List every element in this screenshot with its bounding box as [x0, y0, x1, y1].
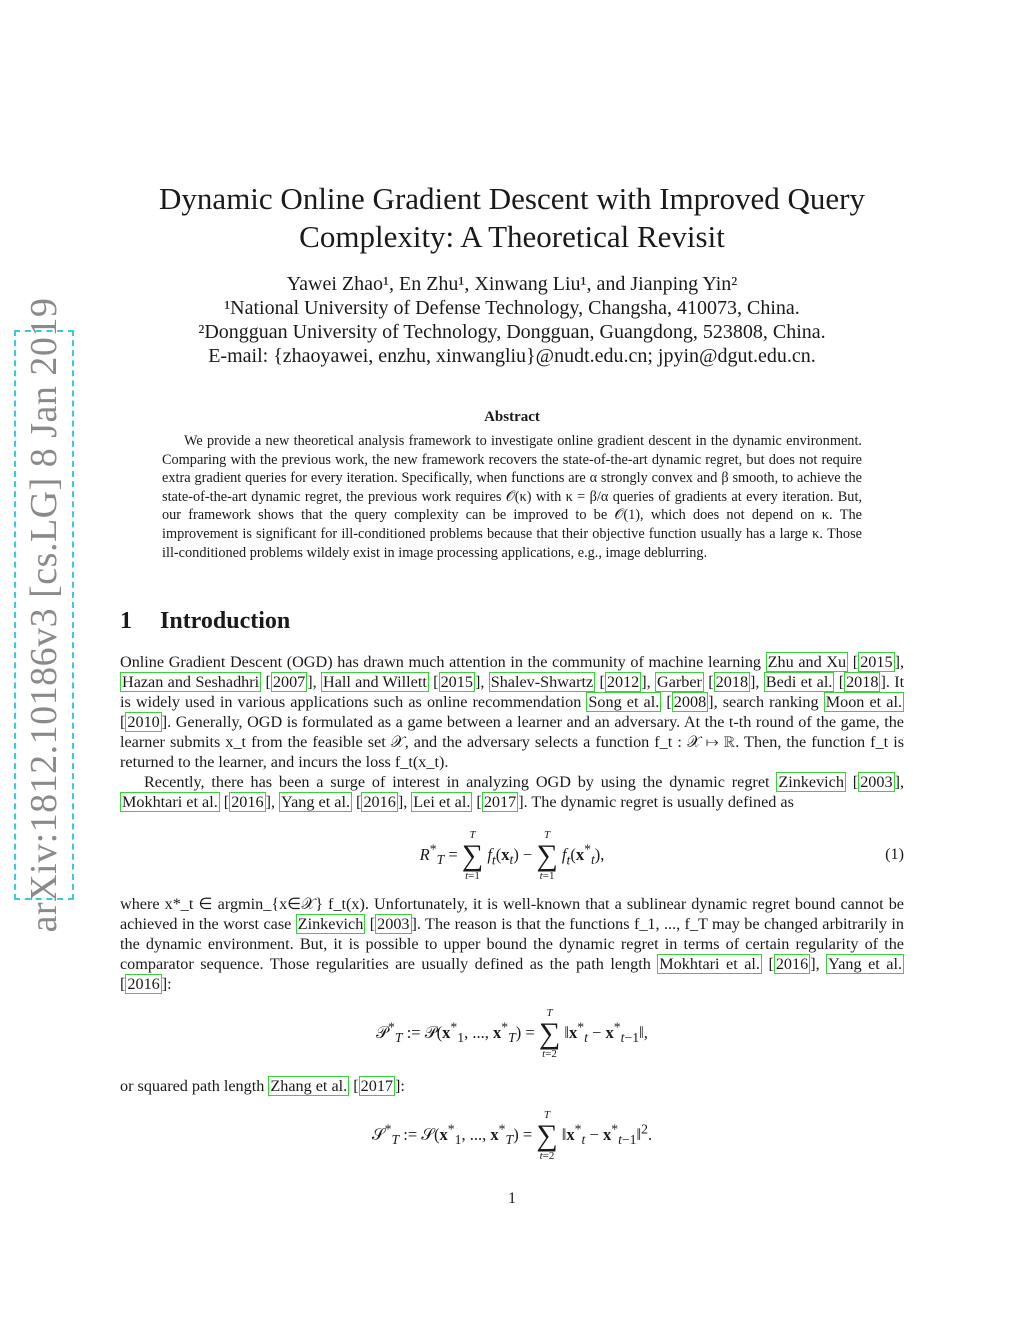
- affiliation-2: ²Dongguan University of Technology, Dongguan, Guangdong, 523808, China.: [198, 321, 826, 343]
- email: E-mail: {zhaoyawei, enzhu, xinwangliu}@nudt.edu.cn; jpyin@dgut.edu.cn.: [208, 345, 816, 367]
- cite-song-year[interactable]: 2008: [673, 693, 707, 711]
- page-number: 1: [508, 1190, 516, 1207]
- intro-p1-c: , search ranking: [713, 693, 824, 711]
- cite-garber-year[interactable]: 2018: [715, 673, 749, 691]
- title-line-2: Complexity: A Theoretical Revisit: [299, 219, 725, 254]
- intro-paragraph-1: Online Gradient Descent (OGD) has drawn much attention in the community of machine learning Zhu and Xu [ 2015 ], Hazan and Seshadhri [ 2007 ], Hall and Willett [ 2015 ], Shalev-Shwartz [ 2012 ], Garber [ 2018 ], Bedi et al. [ 2018 ]. It is widely used in various applications such as online recommendation Song et al. [ 2008 ], search ranking Moon et al. [ 2010 ]. Generally, OGD is formulated as a game between a learner and an adversary. At the t-th round of the game, the learner submits x_t from the feasible set 𝒳, and the adversary selects a function f_t : 𝒳 ↦ ℝ. Then, the function f_t is returned to the learner, and incurs the loss f_t(x_t). Recently, there has been a surge of interest in analyzing OGD by using the dynamic regret Zinkevich [ 2003 ], Mokhtari et al. [ 2016 ], Yang et al. [ 2016 ], Lei et al. [ 2017 ]. The dynamic regret is usually defined as: [120, 653, 905, 811]
- cite-lei-year[interactable]: 2017: [483, 793, 517, 811]
- intro-p1-a: Online Gradient Descent (OGD) has drawn much attention in the community of machine learning: [120, 653, 766, 671]
- cite-mokhtari[interactable]: Mokhtari et al.: [122, 793, 218, 811]
- cite-yang-2[interactable]: Yang et al.: [828, 955, 902, 973]
- abstract: [162, 432, 862, 562]
- abstract-text: We provide a new theoretical analysis framework to investigate online gradient descent in the dynamic environment. Comparing with the previous work, the new framework recovers the state-of-the-art dynamic regret, but does not require extra gradient queries for every iteration. Specifically, when functions are α strongly convex and β smooth, to achieve the state-of-the-art dynamic regret, the previous work requires 𝒪(κ) with κ = β/α queries of gradients at every iteration. But, our framework shows that the query complexity can be improved to be 𝒪(1), which does not depend on κ. The improvement is significant for ill-conditioned problems because that their objective function usually has a large κ. Those ill-conditioned problems wildely exist in image processing applications, e.g., image deblurring.: [162, 433, 862, 561]
- intro-p1-b: . It is widely used in various applications such as online recommendation: [120, 673, 905, 711]
- cite-hall[interactable]: Hall and Willett: [323, 673, 427, 691]
- equation-path-length: 𝒫*$_T$ := $𝒫(x^*_1$, ..., $x^*_T$) = T ∑ t=2 $‖x^*_t$ − $x^*_{t-1}‖$,: [376, 1007, 648, 1060]
- cite-hazan[interactable]: Hazan and Seshadhri: [122, 673, 260, 691]
- title-line-1: Dynamic Online Gradient Descent with Improved Query: [159, 181, 865, 216]
- cite-mokhtari-year[interactable]: 2016: [231, 793, 264, 811]
- cite-yang-2-year[interactable]: 2016: [127, 975, 160, 993]
- cite-bedi[interactable]: Bedi et al.: [765, 673, 833, 691]
- intro-p3-a: where x*_t ∈ argmin_{x∈𝒳} f_t(x). Unfortunately, it is well-known that a sublinear dynamic regret bound cannot be achieved in the worst case: [120, 895, 904, 933]
- intro-paragraph-4: or squared path length Zhang et al. [ 2017 ]:: [120, 1077, 405, 1095]
- cite-zinkevich-2-year[interactable]: 2003: [377, 915, 410, 933]
- intro-paragraph-3: where x*_t ∈ argmin_{x∈𝒳} f_t(x). Unfortunately, it is well-known that a sublinear dynamic regret bound cannot be achieved in the worst case Zinkevich [ 2003 ]. The reason is that the functions f_1, ..., f_T may be changed arbitrarily in the dynamic environment. But, it is possible to upper bound the dynamic regret in terms of certain regularity of the comparator sequence. Those regularities are usually defined as the path length Mokhtari et al. [ 2016 ], Yang et al. [ 2016 ]:: [120, 895, 905, 993]
- paper-title: [120, 180, 904, 256]
- section-heading: [120, 608, 290, 635]
- cite-hall-year[interactable]: 2015: [440, 673, 473, 691]
- arxiv-stamp-text: arXiv:1812.10186v3 [cs.LG] 8 Jan 2019: [23, 297, 65, 933]
- affiliation-1: ¹National University of Defense Technology, Changsha, 410073, China.: [224, 297, 800, 319]
- cite-hazan-year[interactable]: 2007: [272, 673, 306, 691]
- intro-p4-b: :: [400, 1077, 405, 1095]
- section-number: 1: [120, 608, 132, 634]
- cite-shalev-year[interactable]: 2012: [606, 673, 640, 691]
- cite-yang-year[interactable]: 2016: [363, 793, 396, 811]
- arxiv-stamp[interactable]: [14, 297, 74, 933]
- cite-yang[interactable]: Yang et al.: [281, 793, 350, 811]
- cite-moon-year[interactable]: 2010: [127, 713, 160, 731]
- intro-p3-b: . The reason is that the functions f_1, ..., f_T may be changed arbitrarily in the dynamic environment. But, it is possible to upper bound the dynamic regret in terms of certain regularity of the comparator sequence. Those regularities are usually defined as the path length: [120, 915, 905, 973]
- cite-mokhtari-2-year[interactable]: 2016: [775, 955, 809, 973]
- cite-zinkevich[interactable]: Zinkevich: [778, 773, 844, 791]
- intro-p4-a: or squared path length: [120, 1077, 269, 1095]
- author-block: [120, 272, 904, 368]
- equation-squared-path-length: 𝒮*$_T$ := $𝒮(x^*_1$, ..., $x^*_T$) = T ∑ t=2 $‖x^*_t$ − $x^*_{t-1}‖^2$.: [371, 1109, 653, 1162]
- intro-p1-d: . Generally, OGD is formulated as a game between a learner and an adversary. At the t-th round of the game, the learner submits x_t from the feasible set 𝒳, and the adversary selects a function f_t : 𝒳 ↦ ℝ. Then, the function f_t is returned to the learner, and incurs the loss f_t(x_t).: [120, 713, 904, 771]
- authors: Yawei Zhao¹, En Zhu¹, Xinwang Liu¹, and Jianping Yin²: [286, 273, 738, 295]
- cite-zinkevich-2[interactable]: Zinkevich: [297, 915, 364, 933]
- abstract-heading: Abstract: [484, 409, 540, 425]
- equation-1-number: (1): [885, 845, 904, 863]
- intro-p2-a: Recently, there has been a surge of interest in analyzing OGD by using the dynamic regret: [144, 773, 777, 791]
- cite-zhu-xu[interactable]: Zhu and Xu: [767, 653, 847, 671]
- section-title: Introduction: [160, 608, 291, 634]
- cite-mokhtari-2[interactable]: Mokhtari et al.: [659, 955, 760, 973]
- intro-p2-b: . The dynamic regret is usually defined as: [523, 793, 794, 811]
- cite-zhang-year[interactable]: 2017: [360, 1077, 394, 1095]
- cite-song[interactable]: Song et al.: [588, 693, 660, 711]
- equation-1: $R^*_T$ = T ∑ t=1 $f_t(x_t)$ − T ∑ t=1 $f_t(x^*_t)$,: [419, 829, 605, 882]
- cite-zhu-xu-year[interactable]: 2015: [860, 653, 893, 671]
- cite-zinkevich-year[interactable]: 2003: [860, 773, 893, 791]
- cite-zhang[interactable]: Zhang et al.: [270, 1077, 348, 1095]
- cite-lei[interactable]: Lei et al.: [413, 793, 471, 811]
- cite-shalev[interactable]: Shalev-Shwartz: [490, 673, 594, 691]
- cite-bedi-year[interactable]: 2018: [846, 673, 879, 691]
- cite-moon[interactable]: Moon et al.: [825, 693, 902, 711]
- cite-garber[interactable]: Garber: [657, 673, 702, 691]
